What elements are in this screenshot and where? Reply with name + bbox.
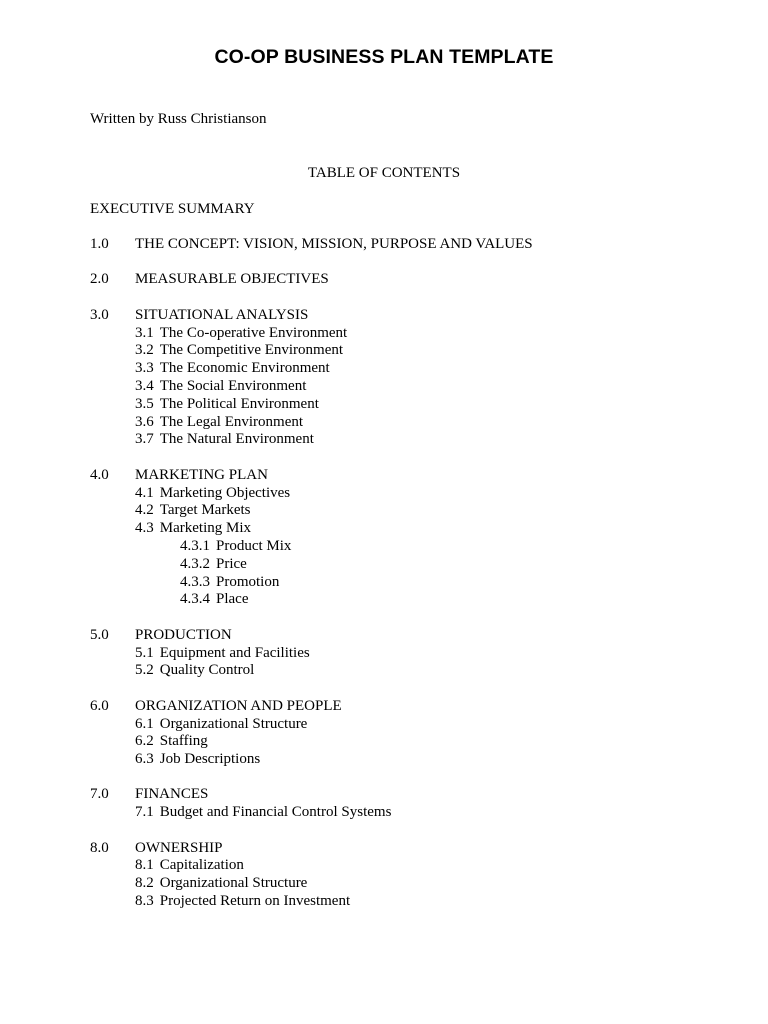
toc-subsection-number: 3.1 bbox=[135, 324, 154, 341]
toc-subsubsection-number: 4.3.4 bbox=[180, 591, 210, 608]
toc-subsection-number: 3.6 bbox=[135, 413, 154, 430]
toc-subsection-number: 3.5 bbox=[135, 395, 154, 412]
toc-subsection-number: 4.1 bbox=[135, 484, 154, 501]
toc-subsection bbox=[90, 377, 730, 395]
toc-section bbox=[90, 466, 730, 608]
toc-subsection bbox=[90, 750, 730, 768]
toc-subsection-title: Projected Return on Investment bbox=[159, 893, 351, 910]
toc-subsubsection-number: 4.3.3 bbox=[180, 573, 210, 590]
toc-section-heading bbox=[90, 785, 730, 803]
toc-section-title: THE CONCEPT: VISION, MISSION, PURPOSE AND VALUES bbox=[135, 236, 533, 252]
toc-executive-summary: EXECUTIVE SUMMARY bbox=[90, 201, 255, 217]
toc-subsection bbox=[90, 644, 730, 662]
toc-subsection bbox=[90, 395, 730, 413]
toc-subsection-title: Marketing Mix bbox=[159, 520, 251, 537]
toc-section bbox=[90, 235, 730, 253]
toc-subsection bbox=[90, 359, 730, 377]
toc-subsection-title: The Co-operative Environment bbox=[159, 324, 348, 341]
toc-subsection bbox=[90, 661, 730, 679]
toc-section bbox=[90, 270, 730, 288]
toc-subsection-title: The Legal Environment bbox=[159, 413, 304, 430]
toc-subsection-title: Marketing Objectives bbox=[159, 484, 291, 501]
toc-subsection bbox=[90, 732, 730, 750]
toc-subsection-title: Target Markets bbox=[159, 502, 251, 519]
toc-section-title: FINANCES bbox=[135, 786, 209, 803]
toc-section bbox=[90, 839, 730, 910]
toc-section-number: 2.0 bbox=[90, 271, 109, 288]
toc-subsection-title: Capitalization bbox=[159, 857, 244, 874]
toc-heading: TABLE OF CONTENTS bbox=[307, 165, 461, 181]
table-of-contents bbox=[90, 235, 730, 927]
toc-subsection-number: 3.3 bbox=[135, 360, 154, 377]
toc-section bbox=[90, 626, 730, 679]
toc-subsection bbox=[90, 519, 730, 537]
toc-subsection bbox=[90, 874, 730, 892]
toc-subsection bbox=[90, 715, 730, 733]
toc-subsubsection-title: Product Mix bbox=[216, 537, 292, 554]
toc-section bbox=[90, 306, 730, 448]
author-line: Written by Russ Christianson bbox=[90, 111, 267, 127]
toc-subsubsection bbox=[90, 573, 730, 591]
toc-subsection-number: 4.3 bbox=[135, 520, 154, 537]
toc-subsubsection-title: Place bbox=[216, 591, 249, 608]
toc-subsection-title: Quality Control bbox=[159, 662, 255, 679]
toc-subsection-title: The Competitive Environment bbox=[159, 342, 344, 359]
toc-subsection bbox=[90, 413, 730, 431]
toc-subsection-number: 5.2 bbox=[135, 662, 154, 679]
toc-section-heading bbox=[90, 270, 730, 288]
toc-section-number: 7.0 bbox=[90, 786, 109, 803]
toc-subsection bbox=[90, 341, 730, 359]
toc-section-heading bbox=[90, 697, 730, 715]
toc-subsection bbox=[90, 803, 730, 821]
toc-section-heading bbox=[90, 839, 730, 857]
toc-section-title: PRODUCTION bbox=[135, 626, 232, 643]
toc-section-heading bbox=[90, 626, 730, 644]
toc-section-heading bbox=[90, 306, 730, 324]
toc-subsection-title: The Political Environment bbox=[159, 395, 319, 412]
toc-subsubsection-number: 4.3.2 bbox=[180, 555, 210, 572]
toc-subsection-number: 8.2 bbox=[135, 875, 154, 892]
toc-subsection-title: Job Descriptions bbox=[159, 751, 261, 768]
toc-subsection-number: 4.2 bbox=[135, 502, 154, 519]
toc-subsection-number: 6.3 bbox=[135, 751, 154, 768]
toc-subsection-number: 8.1 bbox=[135, 857, 154, 874]
toc-subsubsection bbox=[90, 590, 730, 608]
toc-subsection-title: The Economic Environment bbox=[159, 360, 330, 377]
toc-subsection-title: Organizational Structure bbox=[159, 715, 308, 732]
toc-subsection bbox=[90, 856, 730, 874]
toc-subsection bbox=[90, 892, 730, 910]
toc-subsubsection bbox=[90, 537, 730, 555]
toc-section-heading bbox=[90, 235, 730, 253]
toc-subsection-title: Budget and Financial Control Systems bbox=[159, 804, 392, 821]
toc-section-number: 1.0 bbox=[90, 236, 109, 252]
toc-subsection-number: 3.4 bbox=[135, 377, 154, 394]
toc-subsubsection-title: Price bbox=[216, 555, 247, 572]
toc-subsection-title: Equipment and Facilities bbox=[159, 644, 310, 661]
toc-subsection-number: 5.1 bbox=[135, 644, 154, 661]
toc-subsection-number: 6.1 bbox=[135, 715, 154, 732]
toc-section-title: MEASURABLE OBJECTIVES bbox=[135, 271, 329, 288]
toc-section-number: 5.0 bbox=[90, 626, 109, 643]
toc-subsection-number: 6.2 bbox=[135, 733, 154, 750]
toc-section-number: 4.0 bbox=[90, 466, 109, 483]
toc-section-title: SITUATIONAL ANALYSIS bbox=[135, 306, 309, 323]
toc-subsection-number: 3.7 bbox=[135, 431, 154, 448]
toc-section bbox=[90, 697, 730, 768]
toc-subsection-number: 8.3 bbox=[135, 893, 154, 910]
toc-subsection bbox=[90, 430, 730, 448]
toc-subsubsection-number: 4.3.1 bbox=[180, 537, 210, 554]
toc-subsection-title: Organizational Structure bbox=[159, 875, 308, 892]
toc-section-heading bbox=[90, 466, 730, 484]
toc-subsection-number: 3.2 bbox=[135, 342, 154, 359]
toc-subsubsection-title: Promotion bbox=[216, 573, 280, 590]
toc-section-title: MARKETING PLAN bbox=[135, 466, 268, 483]
document-title: CO-OP BUSINESS PLAN TEMPLATE bbox=[214, 46, 554, 68]
toc-section-title: ORGANIZATION AND PEOPLE bbox=[135, 697, 342, 714]
toc-section bbox=[90, 785, 730, 821]
toc-subsection-title: The Social Environment bbox=[159, 377, 307, 394]
toc-section-number: 6.0 bbox=[90, 697, 109, 714]
toc-subsubsection bbox=[90, 555, 730, 573]
toc-subsection-title: The Natural Environment bbox=[159, 431, 314, 448]
toc-section-number: 8.0 bbox=[90, 839, 109, 856]
toc-subsection-number: 7.1 bbox=[135, 804, 154, 821]
toc-subsection-title: Staffing bbox=[159, 733, 208, 750]
toc-subsection bbox=[90, 501, 730, 519]
toc-subsection bbox=[90, 324, 730, 342]
toc-section-title: OWNERSHIP bbox=[135, 839, 223, 856]
toc-subsection bbox=[90, 484, 730, 502]
toc-section-number: 3.0 bbox=[90, 306, 109, 323]
